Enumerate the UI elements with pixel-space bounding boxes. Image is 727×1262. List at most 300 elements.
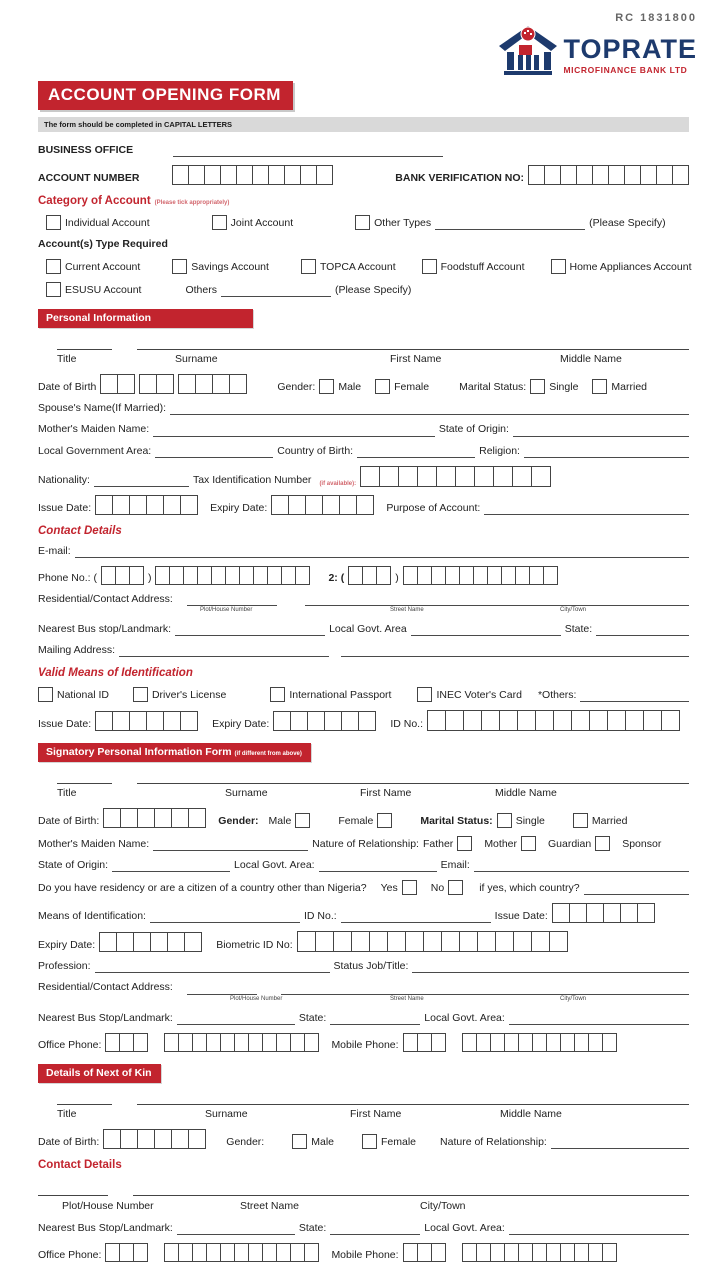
nok-mobile-area-boxes[interactable]: [403, 1243, 446, 1262]
account-number-boxes[interactable]: [172, 165, 333, 185]
comb-cell: [487, 566, 502, 585]
esusu-account-label: ESUSU Account: [65, 284, 142, 297]
signatory-street-sublabel: Street Name: [390, 995, 424, 1002]
comb-cell: [515, 566, 530, 585]
intl-passport-checkbox[interactable]: [270, 687, 285, 702]
comb-cell: [262, 1033, 277, 1052]
valid-id-dates-row: [38, 710, 689, 731]
signatory-res-sublabels: [38, 996, 689, 1004]
signatory-fullname-line[interactable]: [137, 775, 689, 784]
signatory-office-phone-label: Office Phone:: [38, 1038, 102, 1051]
signatory-female-label: Female: [338, 815, 374, 827]
nok-relationship-line[interactable]: [551, 1137, 689, 1149]
comb-cell: [624, 165, 641, 185]
signatory-married-checkbox[interactable]: [573, 813, 588, 828]
mailing-line2[interactable]: [341, 645, 689, 657]
signatory-office-number-boxes[interactable]: [164, 1033, 319, 1052]
biometric-boxes[interactable]: [297, 931, 568, 952]
signatory-firstname-label: First Name: [360, 787, 412, 800]
nok-mobile-phone-label: Mobile Phone:: [331, 1248, 399, 1261]
comb-cell: [304, 1033, 319, 1052]
category-options-row: [38, 215, 689, 230]
comb-cell: [236, 165, 253, 185]
valid-id-expiry-boxes[interactable]: [273, 711, 376, 731]
account-types-heading: Account(s) Type Required: [38, 238, 168, 251]
foodstuff-account-checkbox[interactable]: [422, 259, 437, 274]
account-number-row: [38, 165, 689, 185]
drivers-license-checkbox[interactable]: [133, 687, 148, 702]
nok-office-area-boxes[interactable]: [105, 1243, 148, 1262]
comb-cell: [403, 1243, 418, 1262]
purpose-line[interactable]: [484, 503, 689, 515]
residency-yes-checkbox[interactable]: [402, 880, 417, 895]
nok-male-label: Male: [311, 1135, 334, 1148]
nok-address-labels: [38, 1200, 689, 1214]
comb-cell: [398, 466, 418, 487]
comb-cell: [518, 1243, 533, 1262]
country-birth-label: Country of Birth:: [277, 444, 354, 457]
savings-account-label: Savings Account: [191, 261, 269, 274]
signatory-expiry-boxes[interactable]: [99, 932, 202, 952]
nok-nearest-row: [38, 1222, 689, 1235]
nok-title-label: Title: [57, 1107, 77, 1120]
nok-dob-boxes[interactable]: [103, 1129, 206, 1149]
comb-cell: [307, 711, 325, 731]
email-row: [38, 545, 689, 558]
comb-cell: [560, 1243, 575, 1262]
comb-cell: [248, 1243, 263, 1262]
valid-id-heading: Valid Means of Identification: [38, 667, 193, 680]
religion-label: Religion:: [479, 444, 520, 457]
nok-relationship-label: Nature of Relationship:: [440, 1135, 547, 1148]
valid-id-no-boxes[interactable]: [427, 710, 680, 731]
signatory-state-label: State:: [298, 1011, 327, 1024]
comb-cell: [403, 1033, 418, 1052]
other-types-checkbox[interactable]: [355, 215, 370, 230]
comb-cell: [608, 165, 625, 185]
signatory-mothers-row: [38, 836, 689, 851]
signatory-res-address-label: Residential/Contact Address:: [38, 981, 173, 994]
personal-expiry-boxes[interactable]: [271, 495, 374, 515]
signatory-surname-label: Surname: [225, 787, 268, 800]
mailing-line1[interactable]: [119, 645, 329, 657]
comb-cell: [481, 710, 500, 731]
comb-cell: [531, 466, 551, 487]
nok-section-bar: Details of Next of Kin: [38, 1064, 161, 1083]
comb-cell: [183, 566, 198, 585]
personal-single-checkbox[interactable]: [530, 379, 545, 394]
nok-office-number-boxes[interactable]: [164, 1243, 319, 1262]
comb-cell: [133, 932, 151, 952]
signatory-mobile-phone-label: Mobile Phone:: [331, 1038, 399, 1051]
nok-address-lines: [38, 1187, 689, 1196]
nearest-busstop-line[interactable]: [175, 624, 325, 636]
nationality-line[interactable]: [94, 475, 189, 487]
comb-cell: [281, 566, 296, 585]
id-others-line[interactable]: [580, 690, 689, 702]
instruction-bar: The form should be completed in CAPITAL LETTERS: [38, 117, 689, 132]
signatory-section-note: (if different from above): [234, 751, 302, 758]
comb-cell: [100, 374, 118, 394]
signatory-mother-checkbox[interactable]: [521, 836, 536, 851]
comb-cell: [206, 1243, 221, 1262]
account-types-row2: [38, 282, 689, 297]
category-note: (Please tick appropriately): [154, 200, 230, 207]
tax-id-note: (if available):: [319, 480, 357, 487]
lga-label: Local Government Area:: [38, 444, 152, 457]
comb-cell: [276, 1243, 291, 1262]
nok-fullname-line[interactable]: [137, 1096, 689, 1105]
personal-title-label: Title: [57, 353, 77, 366]
comb-cell: [112, 495, 130, 515]
plot-sublabel: Plot/House Number: [200, 606, 253, 613]
joint-account-label: Joint Account: [230, 217, 294, 229]
esusu-account-checkbox[interactable]: [46, 282, 61, 297]
signatory-father-label: Father: [422, 838, 454, 850]
nok-office-phone-label: Office Phone:: [38, 1248, 102, 1261]
comb-cell: [116, 932, 134, 952]
signatory-idno-line[interactable]: [341, 911, 491, 923]
comb-cell: [284, 165, 301, 185]
contact-details-heading: Contact Details: [38, 524, 122, 537]
comb-cell: [248, 1033, 263, 1052]
comb-cell: [417, 1243, 432, 1262]
signatory-section-title: Signatory Personal Information Form: [46, 746, 232, 759]
personal-marital-label: Marital Status:: [459, 381, 527, 394]
comb-cell: [417, 466, 437, 487]
signatory-res-main-line[interactable]: [281, 983, 689, 995]
nok-surname-label: Surname: [205, 1107, 248, 1120]
personal-issue-expiry-row: [38, 495, 689, 515]
comb-cell: [348, 566, 363, 585]
comb-cell: [459, 566, 474, 585]
comb-cell: [253, 566, 268, 585]
res-address-row: [38, 593, 689, 606]
res-address-plot-line[interactable]: [187, 594, 277, 606]
signatory-mothers-line[interactable]: [153, 839, 308, 851]
signatory-lga2-line[interactable]: [509, 1013, 689, 1025]
phone1-area-boxes[interactable]: [101, 566, 144, 585]
comb-cell: [304, 1243, 319, 1262]
spouse-line[interactable]: [170, 403, 689, 415]
nok-female-label: Female: [381, 1135, 417, 1148]
comb-cell: [625, 710, 644, 731]
personal-female-label: Female: [394, 381, 430, 394]
nok-address-main-line[interactable]: [133, 1187, 689, 1196]
other-types-specify: (Please Specify): [589, 217, 666, 229]
comb-cell: [195, 374, 213, 394]
personal-married-checkbox[interactable]: [592, 379, 607, 394]
current-account-checkbox[interactable]: [46, 259, 61, 274]
comb-cell: [586, 903, 604, 923]
country-birth-line[interactable]: [357, 446, 475, 458]
comb-cell: [431, 1033, 446, 1052]
nok-name-lines: [38, 1096, 689, 1105]
nok-male-checkbox[interactable]: [292, 1134, 307, 1149]
comb-cell: [184, 932, 202, 952]
phone2-area-boxes[interactable]: [348, 566, 391, 585]
bank-house-icon: [499, 25, 557, 75]
other-types-label: Other Types: [374, 217, 432, 229]
religion-line[interactable]: [524, 446, 689, 458]
street-sublabel: Street Name: [390, 606, 424, 613]
mothers-maiden-line[interactable]: [153, 425, 435, 437]
savings-account-checkbox[interactable]: [172, 259, 187, 274]
signatory-mobile-area-boxes[interactable]: [403, 1033, 446, 1052]
valid-id-no-label: ID No.:: [390, 718, 423, 730]
nok-dob-row: [38, 1129, 689, 1149]
comb-cell: [211, 566, 226, 585]
comb-cell: [262, 1243, 277, 1262]
signatory-dob-label: Date of Birth:: [38, 815, 100, 827]
signatory-origin-line[interactable]: [112, 860, 230, 872]
signatory-mothers-label: Mother's Maiden Name:: [38, 838, 150, 850]
comb-cell: [403, 566, 418, 585]
valid-id-issue-label: Issue Date:: [38, 718, 92, 730]
form-title: ACCOUNT OPENING FORM: [38, 81, 293, 110]
comb-cell: [146, 495, 164, 515]
signatory-nearest-row: [38, 1012, 689, 1025]
comb-cell: [512, 466, 532, 487]
signatory-dob-boxes[interactable]: [103, 808, 206, 828]
comb-cell: [640, 165, 657, 185]
comb-cell: [546, 1033, 561, 1052]
comb-cell: [268, 165, 285, 185]
status-job-label: Status Job/Title:: [333, 960, 409, 973]
nok-phones-row: [38, 1243, 689, 1262]
comb-cell: [431, 566, 446, 585]
comb-cell: [276, 1033, 291, 1052]
mailing-label: Mailing Address:: [38, 644, 116, 656]
which-country-label: if yes, which country?: [479, 882, 580, 895]
nok-nearest-line[interactable]: [177, 1223, 295, 1235]
nok-female-checkbox[interactable]: [362, 1134, 377, 1149]
signatory-res-plot-line[interactable]: [187, 983, 257, 995]
signatory-means-row: [38, 903, 689, 923]
signatory-guardian-checkbox[interactable]: [595, 836, 610, 851]
signatory-single-checkbox[interactable]: [497, 813, 512, 828]
signatory-female-checkbox[interactable]: [377, 813, 392, 828]
comb-cell: [192, 1033, 207, 1052]
comb-cell: [499, 710, 518, 731]
nationality-label: Nationality:: [38, 473, 90, 486]
comb-cell: [119, 1243, 134, 1262]
comb-cell: [569, 903, 587, 923]
comb-cell: [164, 1243, 179, 1262]
personal-name-lines: [38, 341, 689, 350]
category-heading: Category of Account: [38, 195, 151, 208]
comb-cell: [358, 711, 376, 731]
nok-state-line[interactable]: [330, 1223, 420, 1235]
comb-cell: [490, 1243, 505, 1262]
phone-row: [38, 566, 689, 585]
valid-id-options-row: [38, 687, 689, 702]
personal-issue-boxes[interactable]: [95, 495, 198, 515]
which-country-line[interactable]: [584, 883, 689, 895]
contact-lga-line[interactable]: [411, 624, 561, 636]
residency-row: [38, 880, 689, 895]
nok-city-label: City/Town: [420, 1199, 466, 1212]
comb-cell: [360, 466, 380, 487]
comb-cell: [463, 710, 482, 731]
comb-cell: [290, 711, 308, 731]
residency-no-checkbox[interactable]: [448, 880, 463, 895]
comb-cell: [105, 1033, 120, 1052]
inec-card-checkbox[interactable]: [417, 687, 432, 702]
nok-mobile-number-boxes[interactable]: [462, 1243, 617, 1262]
comb-cell: [532, 1033, 547, 1052]
comb-cell: [150, 932, 168, 952]
comb-cell: [417, 1033, 432, 1052]
comb-cell: [571, 710, 590, 731]
email-label: E-mail:: [38, 544, 71, 557]
signatory-expiry-row: [38, 931, 689, 952]
comb-cell: [504, 1033, 519, 1052]
comb-cell: [212, 374, 230, 394]
comb-cell: [462, 1243, 477, 1262]
personal-fullname-line[interactable]: [137, 341, 689, 350]
comb-cell: [95, 495, 113, 515]
others-specify: (Please Specify): [334, 284, 412, 297]
nok-middlename-label: Middle Name: [500, 1107, 562, 1120]
nok-lga-line[interactable]: [509, 1223, 689, 1235]
personal-dob-month-boxes[interactable]: [139, 374, 174, 394]
comb-cell: [339, 495, 357, 515]
comb-cell: [197, 566, 212, 585]
comb-cell: [234, 1243, 249, 1262]
bvn-boxes[interactable]: [528, 165, 689, 185]
personal-dob-day-boxes[interactable]: [100, 374, 135, 394]
comb-cell: [129, 711, 147, 731]
signatory-office-area-boxes[interactable]: [105, 1033, 148, 1052]
personal-dob-year-boxes[interactable]: [178, 374, 247, 394]
comb-cell: [405, 931, 424, 952]
nok-title-line[interactable]: [57, 1096, 112, 1105]
business-office-line[interactable]: [173, 145, 443, 157]
others-line[interactable]: [221, 285, 331, 297]
email-line[interactable]: [75, 546, 689, 558]
national-id-label: National ID: [57, 689, 109, 701]
comb-cell: [423, 931, 442, 952]
signatory-means-label: Means of Identification:: [38, 910, 146, 923]
comb-cell: [427, 710, 446, 731]
individual-account-label: Individual Account: [65, 217, 150, 229]
signatory-issue-label: Issue Date:: [494, 910, 548, 923]
inec-card-label: INEC Voter's Card: [436, 689, 522, 701]
res-address-main-line[interactable]: [305, 594, 689, 606]
comb-cell: [441, 931, 460, 952]
res-address-label: Residential/Contact Address:: [38, 592, 173, 605]
signatory-name-labels: [38, 787, 689, 800]
personal-issue-label: Issue Date:: [38, 501, 92, 514]
comb-cell: [290, 1243, 305, 1262]
comb-cell: [504, 1243, 519, 1262]
signatory-mother-label: Mother: [484, 838, 517, 850]
comb-cell: [455, 466, 475, 487]
phone1-number-boxes[interactable]: [155, 566, 310, 585]
personal-title-line[interactable]: [57, 341, 112, 350]
signatory-lga-line[interactable]: [319, 860, 437, 872]
signatory-mobile-number-boxes[interactable]: [462, 1033, 617, 1052]
signatory-name-lines: [38, 775, 689, 784]
signatory-title-line[interactable]: [57, 775, 112, 784]
comb-cell: [322, 495, 340, 515]
joint-account-checkbox[interactable]: [212, 215, 227, 230]
lga-line[interactable]: [155, 446, 273, 458]
spouse-row: [38, 402, 689, 415]
nok-address-plot-line[interactable]: [38, 1187, 108, 1196]
personal-dob-row: [38, 374, 689, 394]
personal-female-checkbox[interactable]: [375, 379, 390, 394]
comb-cell: [376, 566, 391, 585]
phone2-number-boxes[interactable]: [403, 566, 558, 585]
comb-cell: [315, 931, 334, 952]
phone2-label: 2: (: [328, 571, 345, 584]
profession-line[interactable]: [95, 961, 330, 973]
other-types-line[interactable]: [435, 218, 585, 230]
comb-cell: [229, 374, 247, 394]
personal-firstname-label: First Name: [390, 353, 442, 366]
city-sublabel: City/Town: [560, 606, 587, 613]
individual-account-checkbox[interactable]: [46, 215, 61, 230]
comb-cell: [129, 495, 147, 515]
signatory-nearest-line[interactable]: [177, 1013, 295, 1025]
comb-cell: [192, 1243, 207, 1262]
national-id-checkbox[interactable]: [38, 687, 53, 702]
account-types-row1: [38, 259, 692, 274]
contact-state-line[interactable]: [596, 624, 689, 636]
comb-cell: [169, 566, 184, 585]
signatory-means-line[interactable]: [150, 911, 300, 923]
nok-dob-label: Date of Birth:: [38, 1135, 100, 1148]
comb-cell: [119, 1033, 134, 1052]
state-origin-line[interactable]: [513, 425, 689, 437]
signatory-father-checkbox[interactable]: [457, 836, 472, 851]
personal-male-checkbox[interactable]: [319, 379, 334, 394]
signatory-state-line[interactable]: [330, 1013, 420, 1025]
nok-nearest-label: Nearest Bus Stop/Landmark:: [38, 1221, 173, 1234]
comb-cell: [112, 711, 130, 731]
comb-cell: [445, 566, 460, 585]
signatory-single-label: Single: [515, 815, 545, 827]
comb-cell: [137, 808, 155, 828]
comb-cell: [220, 165, 237, 185]
comb-cell: [560, 1033, 575, 1052]
comb-cell: [271, 495, 289, 515]
comb-cell: [239, 566, 254, 585]
signatory-issue-boxes[interactable]: [552, 903, 655, 923]
signatory-title-label: Title: [57, 787, 77, 800]
topca-account-checkbox[interactable]: [301, 259, 316, 274]
signatory-male-checkbox[interactable]: [295, 813, 310, 828]
account-types-heading-row: [38, 238, 689, 251]
valid-id-issue-boxes[interactable]: [95, 711, 198, 731]
comb-cell: [333, 931, 352, 952]
comb-cell: [459, 931, 478, 952]
signatory-origin-row: [38, 859, 689, 872]
home-appliances-checkbox[interactable]: [551, 259, 566, 274]
business-office-row: [38, 144, 689, 157]
comb-cell: [603, 903, 621, 923]
signatory-email-line[interactable]: [474, 860, 689, 872]
comb-cell: [167, 932, 185, 952]
nationality-row: [38, 466, 689, 487]
personal-surname-label: Surname: [175, 353, 218, 366]
tax-id-boxes[interactable]: [360, 466, 551, 487]
signatory-idno-label: ID No.:: [303, 910, 337, 923]
comb-cell: [517, 710, 536, 731]
status-job-line[interactable]: [412, 961, 689, 973]
